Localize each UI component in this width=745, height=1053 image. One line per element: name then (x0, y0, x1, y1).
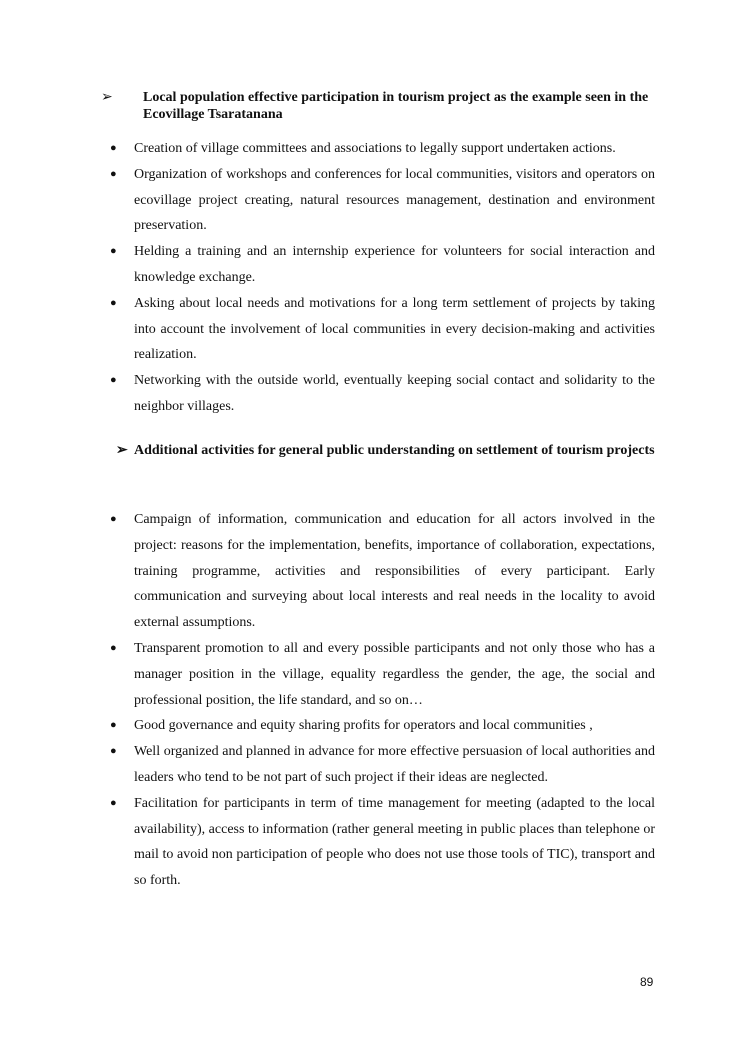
bullet-icon: ● (110, 513, 117, 525)
bullet-icon: ● (110, 167, 117, 180)
list-item (0, 291, 655, 368)
bullet-icon: ● (110, 796, 117, 809)
section2-heading-text: Additional activities for general public understanding on settlement of tourism projects (134, 443, 655, 458)
list-item (0, 739, 655, 791)
section2-list (0, 507, 655, 894)
bullet-icon: ● (110, 719, 117, 732)
list-item (0, 368, 655, 420)
arrow-bullet-icon: ➢ (116, 443, 128, 458)
list-item (0, 136, 655, 162)
list-item-text: Organization of workshops and conferences for local communities, visitors and operators on ecovillage project creating, natural resources management, destination and environment preservation. (134, 166, 655, 234)
list-item-text: Good governance and equity sharing profits for operators and local communities , (134, 718, 593, 734)
list-item-text: Networking with the outside world, eventually keeping social contact and solidarity to the neighbor villages. (134, 373, 655, 414)
list-item-text: Asking about local needs and motivations for a long term settlement of projects by taking into account the involvement of local communities in every decision-making and activities realization. (134, 295, 655, 363)
list-item (0, 636, 655, 713)
list-item-text: Creation of village committees and associations to legally support undertaken actions. (134, 141, 616, 156)
list-item (0, 507, 655, 636)
bullet-icon: ● (110, 745, 117, 758)
bullet-icon: ● (110, 374, 117, 387)
list-item-text: Transparent promotion to all and every possible participants and not only those who has a manager position in the village, equality regardless the gender, the age, the social and professional position, the life standard, and so on… (134, 640, 655, 708)
section1-list (0, 136, 655, 420)
bullet-icon: ● (110, 142, 117, 154)
page-number: 89 (640, 975, 654, 989)
section1-heading-text: Local population effective participation in tourism project as the example seen in the Ecovillage Tsaratanana (143, 90, 649, 122)
bullet-icon: ● (110, 245, 117, 258)
list-item-text: Helding a training and an internship experience for volunteers for social interaction and knowledge exchange. (134, 244, 655, 285)
bullet-icon: ● (110, 296, 117, 309)
arrow-bullet-icon: ➢ (101, 90, 113, 105)
list-item (0, 791, 655, 894)
section2-heading (116, 438, 656, 464)
bullet-icon: ● (110, 641, 117, 654)
list-item-text: Well organized and planned in advance for more effective persuasion of local authorities and leaders who tend to be not part of such project if their ideas are neglected. (134, 744, 655, 785)
list-item-text: Facilitation for participants in term of time management for meeting (adapted to the local availability), access to information (rather general meeting in public places than telephone or mail to avoid non participation of people who does not use those tools of TIC), transport and so forth. (134, 795, 655, 889)
list-item (0, 713, 655, 739)
list-item (0, 162, 655, 239)
list-item (0, 239, 655, 291)
list-item-text: Campaign of information, communication and education for all actors involved in the project: reasons for the implementation, benefits, importance of collaboration, expectations, training programme, activities and responsibilities of every participant. Early communication and surveying about local interests and real needs in the locality to avoid external assumptions. (134, 512, 655, 631)
